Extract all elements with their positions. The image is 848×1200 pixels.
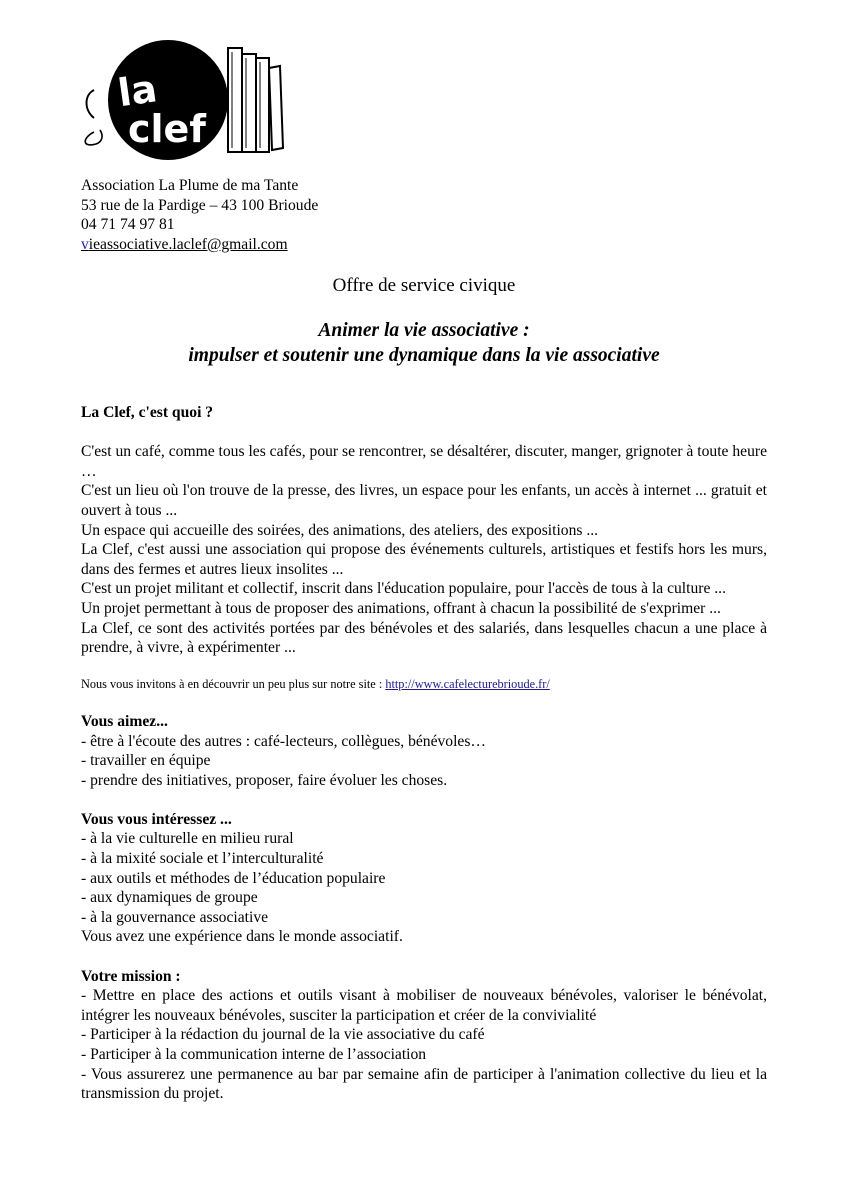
la-clef-logo	[76, 40, 286, 160]
offer-title: Offre de service civique	[332, 275, 516, 296]
headline-line-1: Animer la vie associative :	[318, 320, 530, 341]
list-item: - Mettre en place des actions et outils visant à mobiliser de nouveaux bénévoles, valoriser le bénévolat, intégrer les nouveaux bénévoles, susciter la participation et créer de la convivialité	[81, 987, 767, 1024]
section-heading-mission: Votre mission :	[81, 967, 181, 985]
site-invite: Nous vous invitons à en découvrir un peu plus sur notre site : http://www.cafelecturebrioude.fr/	[81, 677, 550, 692]
list-item: - à la gouvernance associative	[81, 908, 269, 926]
email[interactable]	[81, 235, 318, 255]
phone: 04 71 74 97 81	[81, 216, 175, 234]
paragraph: C'est un lieu où l'on trouve de la presse, des livres, un espace pour les enfants, un accès à internet ... gratuit et ouvert à tous ...	[81, 482, 767, 519]
list-item: - Participer à la communication interne de l’association	[81, 1046, 427, 1063]
org-name: Association La Plume de ma Tante	[81, 177, 299, 194]
list-item: - aux dynamiques de groupe	[81, 889, 258, 907]
site-link[interactable]: http://www.cafelecturebrioude.fr/	[385, 677, 550, 692]
paragraph: C'est un café, comme tous les cafés, pour se rencontrer, se désaltérer, discuter, manger, grignoter à toute heure …	[81, 443, 767, 480]
list-item: - travailler en équipe	[81, 752, 211, 770]
list-item: - à la mixité sociale et l’interculturalité	[81, 850, 324, 868]
paragraph: Un projet permettant à tous de proposer des animations, offrant à chacun la possibilité de s'exprimer ...	[81, 599, 721, 617]
list-item: - Vous assurerez une permanence au bar par semaine afin de participer à l'animation collective du lieu et la transmission du projet.	[81, 1065, 767, 1103]
paragraph: C'est un projet militant et collectif, inscrit dans l'éducation populaire, pour l'accès de tous à la culture ...	[81, 580, 726, 598]
list-item: - prendre des initiatives, proposer, faire évoluer les choses.	[81, 771, 448, 789]
section-heading-interest: Vous vous intéressez ...	[81, 810, 232, 828]
email-link[interactable]: vieassociative.laclef@gmail.com	[81, 235, 288, 253]
section-heading-like: Vous aimez...	[81, 712, 168, 730]
address: 53 rue de la Pardige – 43 100 Brioude	[81, 196, 319, 214]
svg-text:clef: clef	[128, 107, 206, 151]
headline-line-2: impulser et soutenir une dynamique dans la vie associative	[188, 345, 660, 366]
list-item: - à la vie culturelle en milieu rural	[81, 830, 294, 848]
list-item: - aux outils et méthodes de l’éducation populaire	[81, 869, 386, 887]
paragraph: La Clef, ce sont des activités portées par des bénévoles et des salariés, dans lesquelles chacun a une place à prendre, à vivre, à expérimenter ...	[81, 619, 767, 657]
paragraph: La Clef, c'est aussi une association qui propose des événements culturels, artistiques et festifs hors les murs, dans des fermes et autres lieux insolites ...	[81, 541, 767, 578]
section-heading-what: La Clef, c'est quoi ?	[81, 404, 214, 421]
svg-text:la: la	[115, 66, 160, 116]
headline	[0, 318, 848, 368]
list-item: Vous avez une expérience dans le monde associatif.	[81, 928, 403, 946]
contact-block	[81, 176, 318, 254]
paragraph: Un espace qui accueille des soirées, des animations, des ateliers, des expositions ...	[81, 521, 599, 539]
list-item: - être à l'écoute des autres : café-lecteurs, collègues, bénévoles…	[81, 732, 487, 750]
document-body	[81, 403, 767, 1104]
list-item: - Participer à la rédaction du journal de la vie associative du café	[81, 1026, 485, 1044]
